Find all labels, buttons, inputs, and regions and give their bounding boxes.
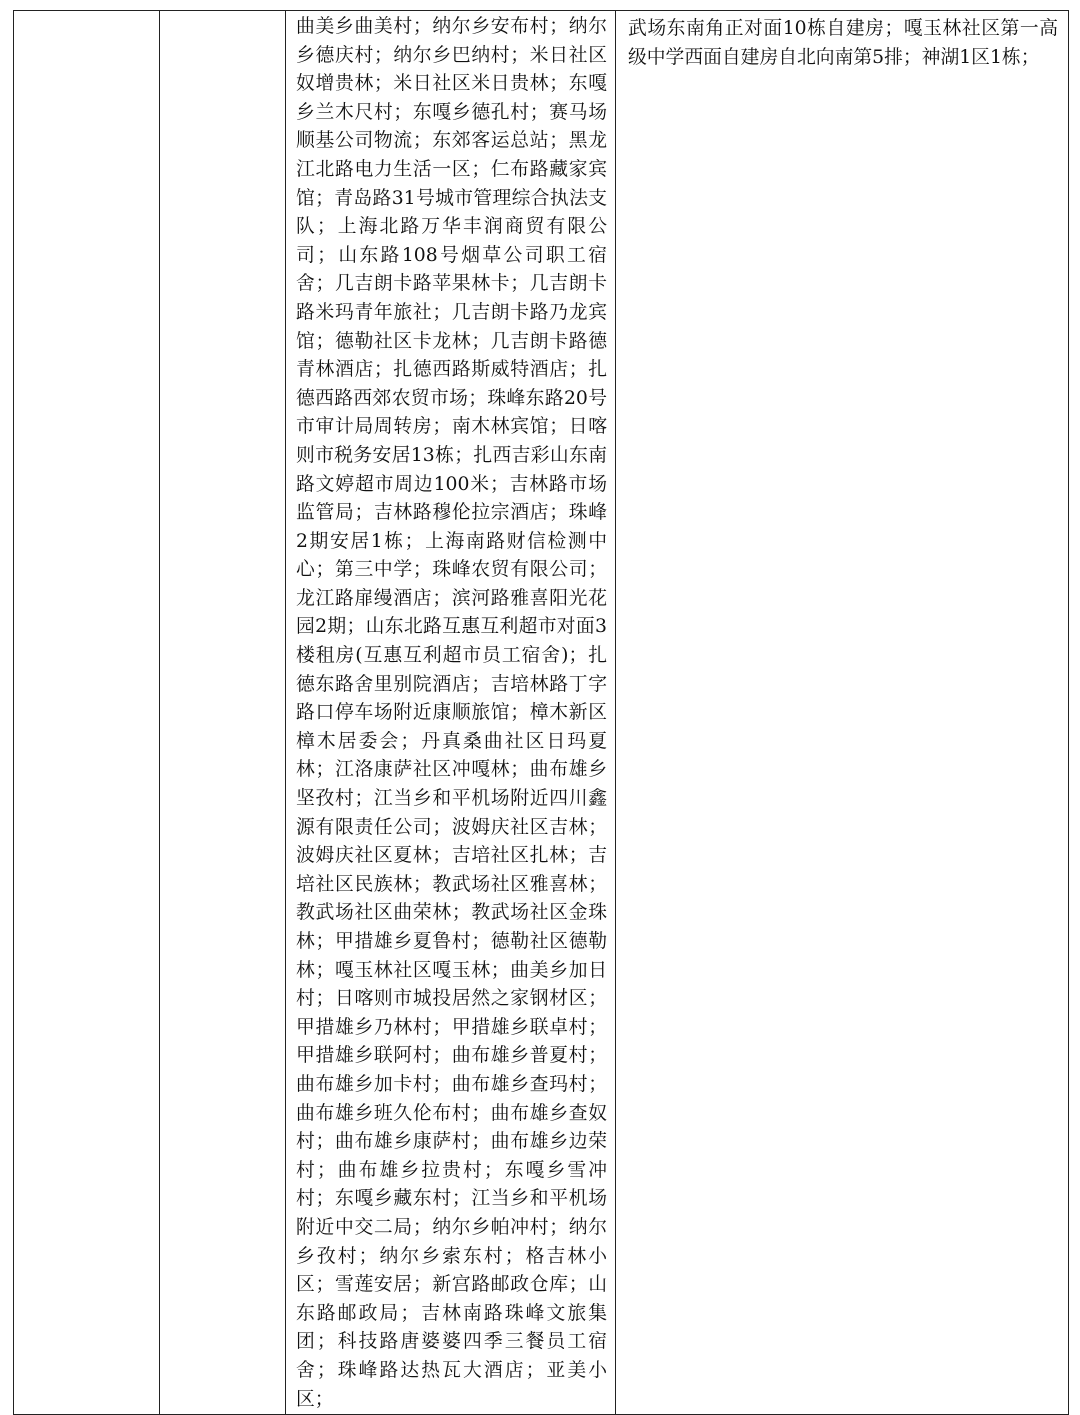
buildings-list-text: 武场东南角正对面10栋自建房；嘎玉林社区第一高级中学西面自建房自北向南第5排；神湖1区1栋； (628, 18, 1058, 68)
table-cell-locations (286, 11, 616, 1415)
table-cell-buildings (616, 11, 1069, 1415)
document-table (13, 10, 1069, 1415)
table-row (14, 11, 1069, 1415)
locations-list-text: 曲美乡曲美村；纳尔乡安布村；纳尔乡德庆村；纳尔乡巴纳村；米日社区奴增贵林；米日社区米日贵林；东嘎乡兰木尺村；东嘎乡德孔村；赛马场顺基公司物流；东郊客运总站；黑龙江北路电力生活一区；仁布路藏家宾馆；青岛路31号城市管理综合执法支队；上海北路万华丰润商贸有限公司；山东路108号烟草公司职工宿舍；几吉朗卡路苹果林卡；几吉朗卡路米玛青年旅社；几吉朗卡路乃龙宾馆；德勒社区卡龙林；几吉朗卡路德青林酒店；扎德西路斯威特酒店；扎德西路西郊农贸市场；珠峰东路20号市审计局周转房；南木林宾馆；日喀则市税务安居13栋；扎西吉彩山东南路文婷超市周边100米；吉林路市场监管局；吉林路穆伦拉宗酒店；珠峰2期安居1栋；上海南路财信检测中心；第三中学；珠峰农贸有限公司；龙江路扉缦酒店；滨河路雅喜阳光花园2期；山东北路互惠互利超市对面3楼租房(互惠互利超市员工宿舍)；扎德东路舍里别院酒店；吉培林路丁字路口停车场附近康顺旅馆；樟木新区樟木居委会；丹真桑曲社区日玛夏林；江洛康萨社区冲嘎林；曲布雄乡坚孜村；江当乡和平机场附近四川鑫源有限责任公司；波姆庆社区吉林；波姆庆社区夏林；吉培社区扎林；吉培社区民族林；教武场社区雅喜林；教武场社区曲荣林；教武场社区金珠林；甲措雄乡夏鲁村；德勒社区德勒林；嘎玉林社区嘎玉林；曲美乡加日村；日喀则市城投居然之家钢材区；甲措雄乡乃林村；甲措雄乡联卓村；甲措雄乡联阿村；曲布雄乡普夏村；曲布雄乡加卡村；曲布雄乡查玛村；曲布雄乡班久伦布村；曲布雄乡查奴村；曲布雄乡康萨村；曲布雄乡边荣村；曲布雄乡拉贵村；东嘎乡雪冲村；东嘎乡藏东村；江当乡和平机场附近中交二局；纳尔乡帕冲村；纳尔乡孜村；纳尔乡索东村；格吉林小区；雪莲安居；新宫路邮政仓库；山东路邮政局；吉林南路珠峰文旅集团；科技路唐婆婆四季三餐员工宿舍；珠峰路达热瓦大酒店；亚美小区； (296, 16, 607, 1410)
table-cell-col1 (14, 11, 160, 1415)
table-cell-col2 (160, 11, 286, 1415)
